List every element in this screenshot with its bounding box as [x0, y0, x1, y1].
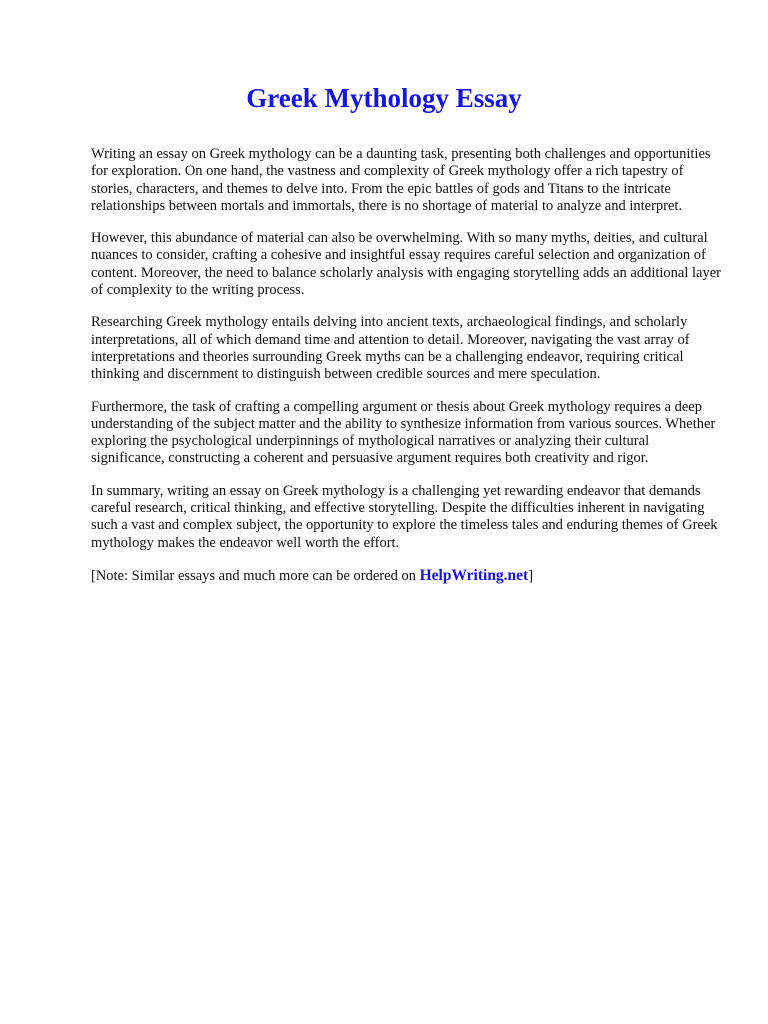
note-prefix: [Note: Similar essays and much more can be ordered on	[91, 567, 416, 584]
paragraph-1: Writing an essay on Greek mythology can be a daunting task, presenting both challenges and opportunities for exploration. On one hand, the vastness and complexity of Greek mythology offer a rich tapestry of stories, characters, and themes to delve into. From the epic battles of gods and Titans to the intricate relationships between mortals and immortals, there is no shortage of material to analyze and interpret.	[91, 146, 711, 214]
paragraph-2: However, this abundance of material can also be overwhelming. With so many myths, deities, and cultural nuances to consider, crafting a cohesive and insightful essay requires careful selection and organization of content. Moreover, the need to balance scholarly analysis with engaging storytelling adds an additional layer of complexity to the writing process.	[91, 230, 721, 299]
essay-body	[91, 146, 723, 600]
paragraph-5: In summary, writing an essay on Greek mythology is a challenging yet rewarding endeavor that demands careful research, critical thinking, and effective storytelling. Despite the difficulties inherent in navigating such a vast and complex subject, the opportunity to explore the timeless tales and enduring themes of Greek mythology makes the endeavor well worth the effort.	[91, 482, 718, 551]
note-suffix: ]	[528, 567, 534, 584]
paragraph-4: Furthermore, the task of crafting a compelling argument or thesis about Greek mythology requires a deep understanding of the subject matter and the ability to synthesize information from various sources. Whether exploring the psychological underpinnings of mythological narratives or analyzing their cultural significance, constructing a coherent and persuasive argument requires both creativity and rigor.	[91, 398, 716, 467]
paragraph-3: Researching Greek mythology entails delving into ancient texts, archaeological findings, and scholarly interpretations, all of which demand time and attention to detail. Moreover, navigating the vast array of interpretations and theories surrounding Greek myths can be a challenging endeavor, requiring critical thinking and discernment to distinguish between credible sources and mere speculation.	[91, 314, 690, 383]
note-paragraph	[91, 567, 723, 585]
helpwriting-link[interactable]: HelpWriting.net	[419, 566, 529, 584]
page-title: Greek Mythology Essay	[246, 83, 522, 113]
